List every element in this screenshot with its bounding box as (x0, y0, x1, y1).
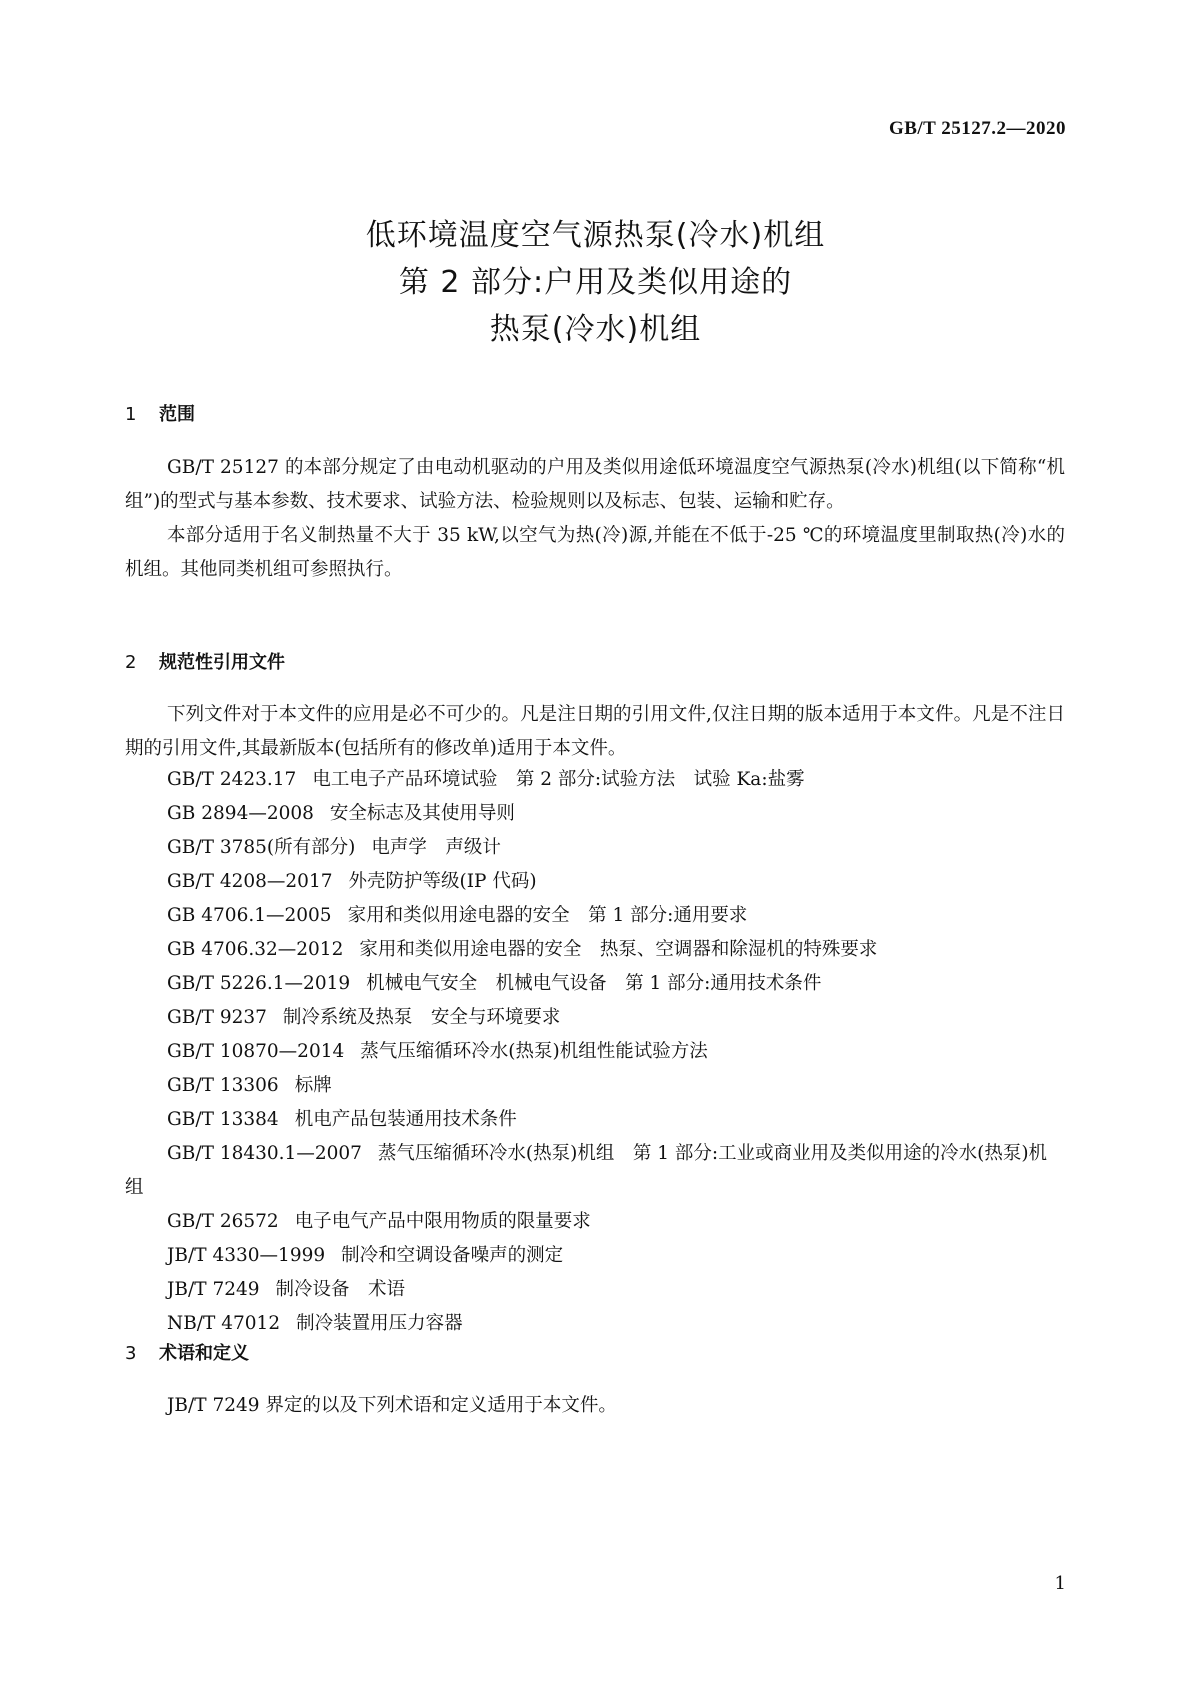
section-title: 规范性引用文件 (159, 652, 285, 673)
reference-item (125, 1103, 1065, 1137)
reference-title: 蒸气压缩循环冷水(热泵)机组 第 1 部分:工业或商业用及类似用途的冷水(热泵)机组 (125, 1143, 1048, 1198)
reference-title: 电工电子产品环境试验 第 2 部分:试验方法 试验 Ka:盐雾 (312, 769, 805, 790)
reference-code: GB/T 13384 (167, 1109, 279, 1130)
reference-title: 机械电气安全 机械电气设备 第 1 部分:通用技术条件 (366, 973, 822, 994)
reference-item (125, 1137, 1065, 1205)
reference-code: GB/T 3785(所有部分) (167, 837, 356, 858)
section-2-body (125, 698, 1065, 766)
reference-item (125, 1273, 1065, 1307)
normative-references-list (125, 763, 1065, 1341)
section-1-heading (125, 400, 195, 426)
reference-item (125, 899, 1065, 933)
paragraph: GB/T 25127 的本部分规定了由电动机驱动的户用及类似用途低环境温度空气源热泵(冷水)机组(以下简称“机组”)的型式与基本参数、技术要求、试验方法、检验规则以及标志、包装、运输和贮存。 (125, 457, 1065, 512)
section-title: 范围 (159, 404, 195, 425)
section-number: 1 (125, 404, 137, 425)
reference-item (125, 1069, 1065, 1103)
paragraph: 本部分适用于名义制热量不大于 35 kW,以空气为热(冷)源,并能在不低于-25 ℃的环境温度里制取热(冷)水的机组。其他同类机组可参照执行。 (125, 525, 1065, 580)
reference-code: GB 4706.32—2012 (167, 939, 344, 960)
reference-code: GB/T 2423.17 (167, 769, 297, 790)
reference-code: NB/T 47012 (167, 1313, 281, 1334)
reference-code: GB/T 10870—2014 (167, 1041, 345, 1062)
title-line-2: 第 2 部分:户用及类似用途的 (398, 265, 793, 300)
reference-item (125, 1035, 1065, 1069)
reference-item (125, 1001, 1065, 1035)
reference-title: 安全标志及其使用导则 (329, 803, 515, 824)
reference-item (125, 831, 1065, 865)
reference-title: 外壳防护等级(IP 代码) (348, 871, 537, 892)
reference-title: 机电产品包装通用技术条件 (294, 1109, 517, 1130)
document-title (0, 212, 1191, 353)
reference-code: JB/T 4330—1999 (167, 1245, 326, 1266)
reference-item (125, 933, 1065, 967)
reference-item (125, 1205, 1065, 1239)
page-number: 1 (1054, 1573, 1066, 1594)
reference-item (125, 797, 1065, 831)
reference-title: 蒸气压缩循环冷水(热泵)机组性能试验方法 (360, 1041, 708, 1062)
reference-title: 制冷设备 术语 (275, 1279, 406, 1300)
section-2-heading (125, 648, 285, 674)
reference-title: 标牌 (294, 1075, 332, 1096)
section-title: 术语和定义 (159, 1343, 249, 1364)
reference-item (125, 1307, 1065, 1341)
reference-code: GB/T 5226.1—2019 (167, 973, 351, 994)
reference-item (125, 865, 1065, 899)
reference-title: 制冷和空调设备噪声的测定 (341, 1245, 564, 1266)
title-line-1: 低环境温度空气源热泵(冷水)机组 (365, 218, 826, 253)
reference-code: GB/T 9237 (167, 1007, 267, 1028)
reference-code: GB/T 13306 (167, 1075, 279, 1096)
reference-title: 电声学 声级计 (371, 837, 501, 858)
reference-code: GB/T 26572 (167, 1211, 279, 1232)
reference-title: 电子电气产品中限用物质的限量要求 (294, 1211, 591, 1232)
section-number: 3 (125, 1343, 137, 1364)
paragraph: JB/T 7249 界定的以及下列术语和定义适用于本文件。 (167, 1395, 617, 1416)
section-number: 2 (125, 652, 137, 673)
reference-title: 家用和类似用途电器的安全 第 1 部分:通用要求 (347, 905, 748, 926)
reference-title: 制冷系统及热泵 安全与环境要求 (282, 1007, 561, 1028)
reference-code: GB/T 4208—2017 (167, 871, 333, 892)
reference-item (125, 967, 1065, 1001)
section-3-heading (125, 1339, 249, 1365)
title-line-3: 热泵(冷水)机组 (489, 312, 702, 347)
section-3-body (125, 1389, 1065, 1423)
reference-code: JB/T 7249 (167, 1279, 260, 1300)
reference-code: GB 2894—2008 (167, 803, 314, 824)
reference-code: GB 4706.1—2005 (167, 905, 332, 926)
paragraph: 下列文件对于本文件的应用是必不可少的。凡是注日期的引用文件,仅注日期的版本适用于本文件。凡是不注日期的引用文件,其最新版本(包括所有的修改单)适用于本文件。 (125, 704, 1065, 759)
reference-title: 家用和类似用途电器的安全 热泵、空调器和除湿机的特殊要求 (359, 939, 878, 960)
reference-code: GB/T 18430.1—2007 (167, 1143, 362, 1164)
section-1-body (125, 451, 1065, 587)
reference-item (125, 1239, 1065, 1273)
reference-item (125, 763, 1065, 797)
reference-title: 制冷装置用压力容器 (296, 1313, 463, 1334)
standard-number: GB/T 25127.2—2020 (888, 118, 1066, 139)
